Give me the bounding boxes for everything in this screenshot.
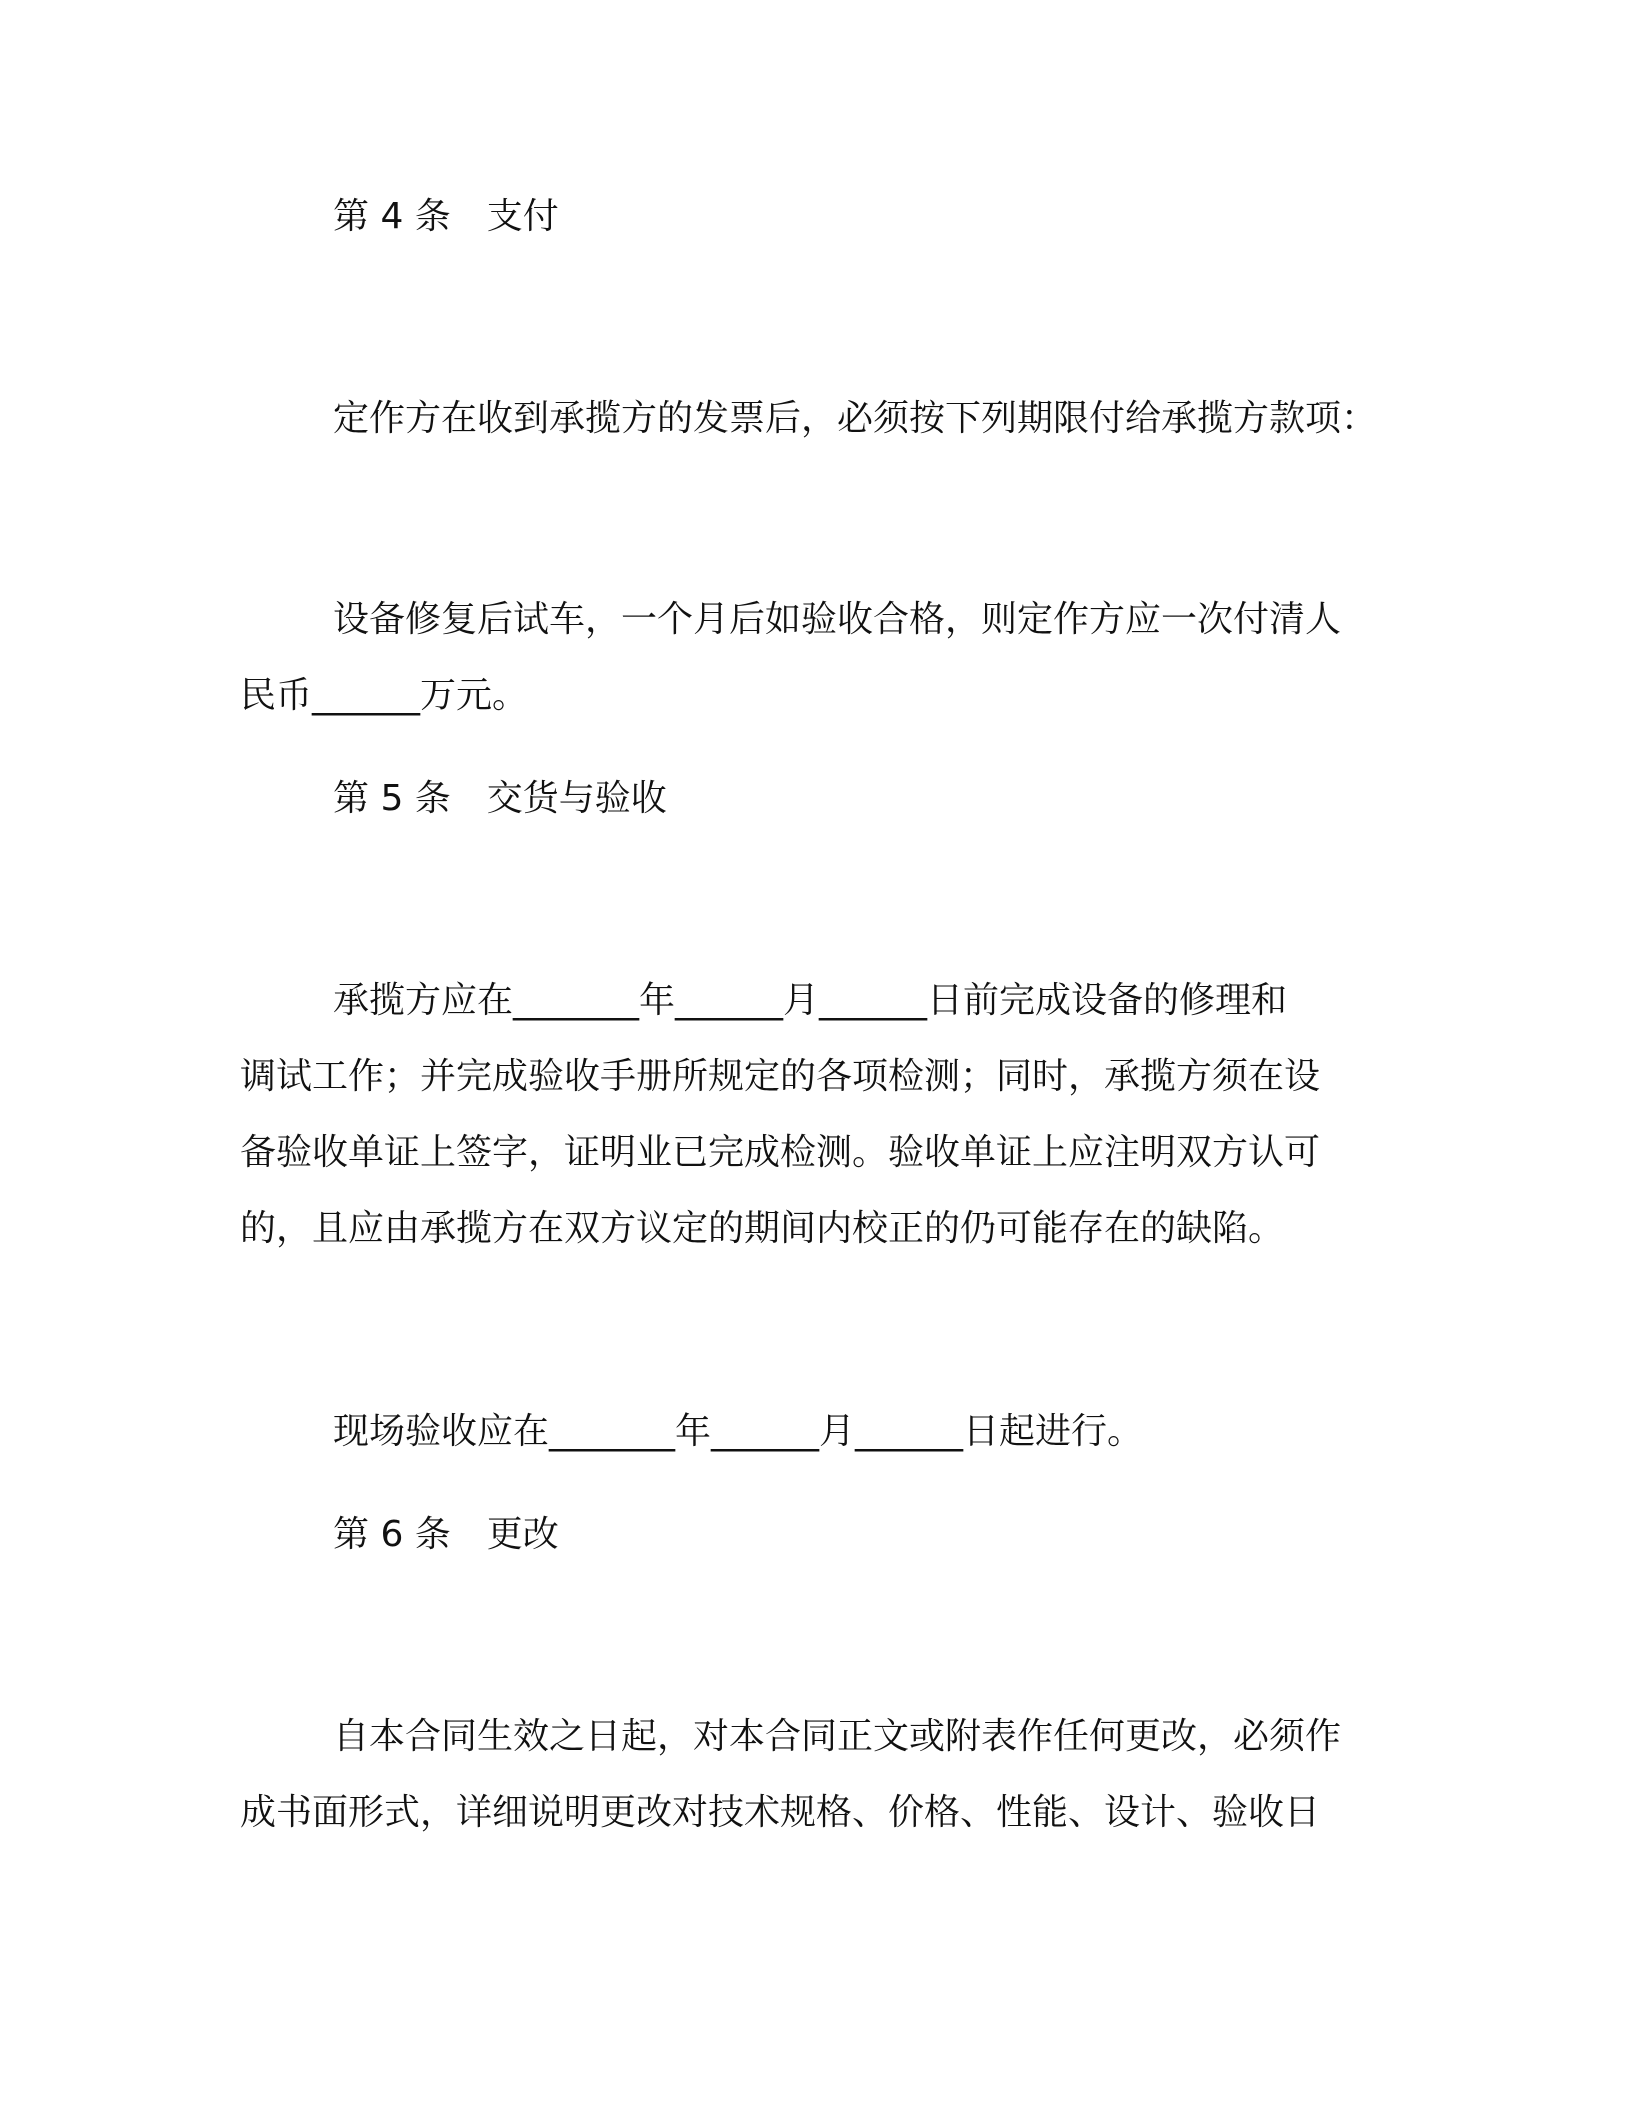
article-6-paragraph-1-line-2: 成书面形式，详细说明更改对技术规格、价格、性能、设计、验收日 [240, 1792, 1321, 1833]
article-6-heading: 第 6 条 更改 [333, 1514, 559, 1555]
article-5-paragraph-1-line-1: 承揽方应在_______年______月______日前完成设备的修理和 [333, 980, 1288, 1021]
article-5-paragraph-1-line-4: 的，且应由承揽方在双方议定的期间内校正的仍可能存在的缺陷。 [240, 1208, 1285, 1249]
article-5-paragraph-1-line-2: 调试工作；并完成验收手册所规定的各项检测；同时，承揽方须在设 [240, 1056, 1321, 1097]
article-6-paragraph-1-line-1: 自本合同生效之日起，对本合同正文或附表作任何更改，必须作 [333, 1716, 1342, 1757]
article-5-paragraph-1-line-3: 备验收单证上签字，证明业已完成检测。验收单证上应注明双方认可 [240, 1132, 1321, 1173]
article-5-heading: 第 5 条 交货与验收 [333, 778, 667, 819]
article-4-paragraph-2-line-2: 民币______万元。 [240, 675, 529, 716]
article-4-paragraph-1: 定作方在收到承揽方的发票后，必须按下列期限付给承揽方款项： [333, 398, 1378, 439]
article-5-paragraph-2: 现场验收应在_______年______月______日起进行。 [333, 1411, 1144, 1452]
article-4-paragraph-2-line-1: 设备修复后试车，一个月后如验收合格，则定作方应一次付清人 [333, 599, 1342, 640]
article-4-heading: 第 4 条 支付 [333, 196, 559, 237]
